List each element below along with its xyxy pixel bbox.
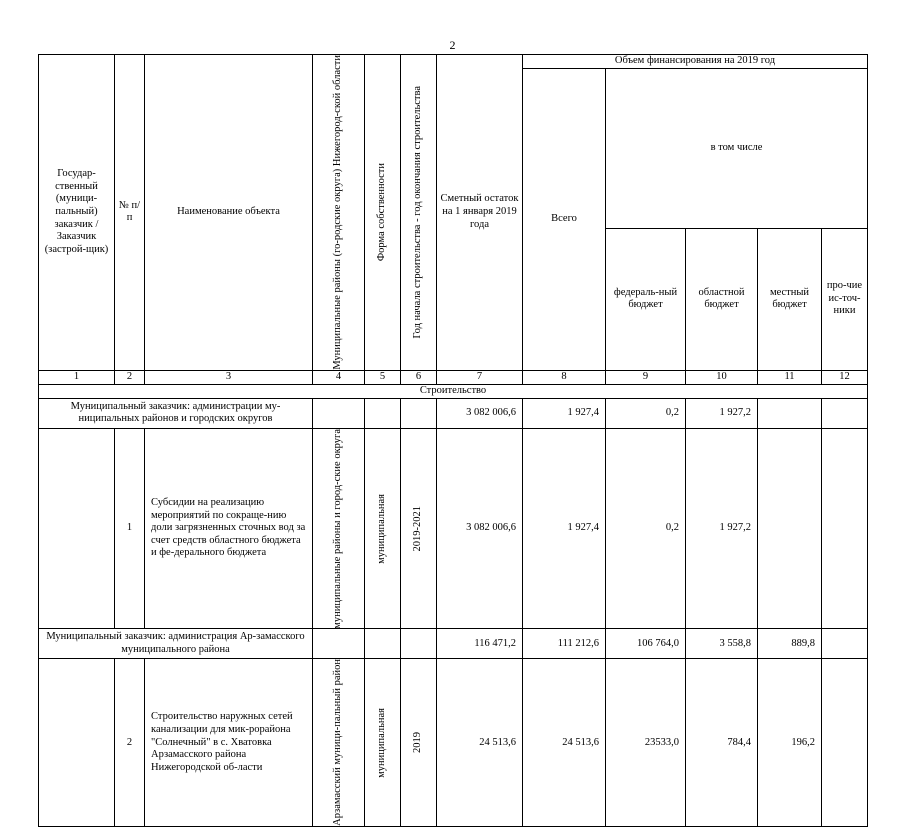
- header-regional: областной бюджет: [686, 228, 758, 370]
- object-federal: 23533,0: [606, 659, 686, 827]
- object-ownership-cell: [365, 428, 401, 629]
- empty-cell: [39, 428, 115, 629]
- section-row: [39, 384, 868, 398]
- group-customer: Муниципальный заказчик: администрации му-ниципальных районов и городских округов: [39, 398, 313, 428]
- object-other: [822, 428, 868, 629]
- object-regional: 784,4: [686, 659, 758, 827]
- object-ownership: муниципальная: [376, 707, 388, 778]
- group-total: 1 927,4: [523, 398, 606, 428]
- group-other: [822, 629, 868, 659]
- header-ownership: Форма собственности: [376, 163, 388, 262]
- group-row-2: [39, 629, 868, 659]
- group-balance: 3 082 006,6: [437, 398, 523, 428]
- financing-table: [38, 54, 868, 827]
- column-number: 11: [758, 370, 822, 384]
- column-number: 9: [606, 370, 686, 384]
- header-ownership-cell: [365, 55, 401, 371]
- group-customer: Муниципальный заказчик: администрация Ар-замасского муниципального района: [39, 629, 313, 659]
- empty-cell: [365, 629, 401, 659]
- page-number: 2: [449, 38, 456, 52]
- header-local: местный бюджет: [758, 228, 822, 370]
- object-balance: 3 082 006,6: [437, 428, 523, 629]
- object-other: [822, 659, 868, 827]
- empty-cell: [401, 629, 437, 659]
- object-local: 196,2: [758, 659, 822, 827]
- object-years-cell: [401, 659, 437, 827]
- header-years-cell: [401, 55, 437, 371]
- object-name: Субсидии на реализацию мероприятий по сокраще-нию доли загрязненных сточных вод за счет средств областного бюджета и фе-дерального бюджета: [145, 428, 313, 629]
- group-federal: 106 764,0: [606, 629, 686, 659]
- empty-cell: [313, 398, 365, 428]
- column-number: 3: [145, 370, 313, 384]
- column-number: 8: [523, 370, 606, 384]
- header-row-1: [39, 55, 868, 69]
- column-number: 10: [686, 370, 758, 384]
- header-financing: Объем финансирования на 2019 год: [523, 55, 868, 69]
- empty-cell: [313, 629, 365, 659]
- header-balance: Сметный остаток на 1 января 2019 года: [437, 55, 523, 371]
- group-balance: 116 471,2: [437, 629, 523, 659]
- column-number: 12: [822, 370, 868, 384]
- object-district-cell: [313, 659, 365, 827]
- object-years: 2019: [412, 732, 424, 754]
- object-num: 1: [115, 428, 145, 629]
- column-number-row: [39, 370, 868, 384]
- object-ownership: муниципальная: [376, 493, 388, 564]
- object-years: 2019-2021: [412, 505, 424, 552]
- header-other: про-чие ис-точ-ники: [822, 228, 868, 370]
- object-regional: 1 927,2: [686, 428, 758, 629]
- object-federal: 0,2: [606, 428, 686, 629]
- group-local: [758, 398, 822, 428]
- header-object-name: Наименование объекта: [145, 55, 313, 371]
- object-total: 24 513,6: [523, 659, 606, 827]
- group-federal: 0,2: [606, 398, 686, 428]
- column-number: 4: [313, 370, 365, 384]
- header-federal: федераль-ный бюджет: [606, 228, 686, 370]
- group-regional: 3 558,8: [686, 629, 758, 659]
- object-balance: 24 513,6: [437, 659, 523, 827]
- column-number: 7: [437, 370, 523, 384]
- group-regional: 1 927,2: [686, 398, 758, 428]
- empty-cell: [401, 398, 437, 428]
- column-number: 1: [39, 370, 115, 384]
- header-num: № п/п: [115, 55, 145, 371]
- header-district-cell: [313, 55, 365, 371]
- header-years: Год начала строительства - год окончания строительства: [412, 86, 424, 339]
- object-district: муниципальные районы и город-ские округа: [332, 428, 344, 629]
- group-other: [822, 398, 868, 428]
- object-district-cell: [313, 428, 365, 629]
- header-total: Всего: [523, 69, 606, 371]
- column-number: 6: [401, 370, 437, 384]
- object-name: Строительство наружных сетей канализации для мик-рорайона "Солнечный" в с. Хватовка Арзамасского района Нижегородской об-ласти: [145, 659, 313, 827]
- section-title: Строительство: [39, 384, 868, 398]
- object-row-2: [39, 659, 868, 827]
- group-total: 111 212,6: [523, 629, 606, 659]
- object-district: Арзамасский муници-пальный район: [332, 659, 344, 827]
- empty-cell: [365, 398, 401, 428]
- object-ownership-cell: [365, 659, 401, 827]
- header-including: в том числе: [606, 69, 868, 229]
- group-local: 889,8: [758, 629, 822, 659]
- object-row-1: [39, 428, 868, 629]
- object-years-cell: [401, 428, 437, 629]
- column-number: 2: [115, 370, 145, 384]
- group-row-1: [39, 398, 868, 428]
- header-customer: Государ-ственный (муници-пальный) заказчик / Заказчик (застрой-щик): [39, 55, 115, 371]
- empty-cell: [39, 659, 115, 827]
- object-total: 1 927,4: [523, 428, 606, 629]
- header-district: Муниципальные районы (го-родские округа) Нижегород-ской области: [332, 55, 344, 370]
- object-num: 2: [115, 659, 145, 827]
- object-local: [758, 428, 822, 629]
- column-number: 5: [365, 370, 401, 384]
